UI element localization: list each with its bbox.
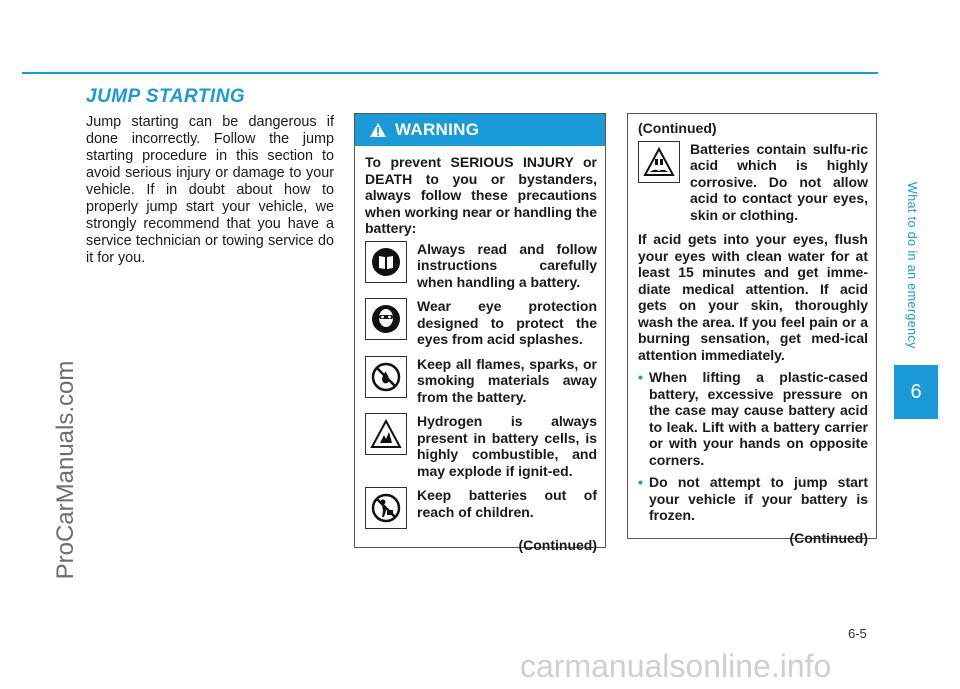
warning-header: [355, 114, 605, 146]
warning-lead: To prevent SERIOUS INJURY or DEATH to you or bystanders, always follow these precautions when working near or handling the battery:: [365, 154, 597, 236]
manual-icon: [365, 241, 407, 283]
chapter-label: What to do in an emergency: [905, 182, 919, 349]
warning-item: [365, 356, 597, 406]
intro-paragraph: Jump starting can be dangerous if done incorrectly. Follow the jump starting procedure in this section to avoid serious injury or damage to your vehicle. If in doubt about how to properly jump start your vehicle, we strongly recommend that you have a service technician or towing service do it for you.: [86, 114, 334, 266]
warning-item-text: Batteries contain sulfu-ric acid which is highly corrosive. Do not allow acid to contact your eyes, skin or clothing.: [690, 140, 868, 223]
acid-first-aid-paragraph: If acid gets into your eyes, flush your eyes with clean water for at least 15 minutes and get imme-diate medical attention. If acid gets on your skin, thoroughly wash the area. If you feel pain or a burning sensation, get med-ical attention immediately.: [638, 231, 868, 363]
warning-triangle-icon: [369, 122, 387, 138]
bullet-icon: •: [638, 474, 643, 490]
section-title: JUMP STARTING: [86, 86, 246, 107]
watermark-vertical: ProCarManuals.com: [52, 360, 79, 580]
warning-item: [365, 241, 597, 291]
bullet-text: When lifting a plastic-cased battery, excessive pressure on the case may cause battery acid to leak. Lift with a battery carrier or with your hands on opposite corners.: [649, 369, 868, 468]
warning-item-text: Keep all flames, sparks, or smoking materials away from the battery.: [417, 355, 597, 405]
warning-item-text: Keep batteries out of reach of children.: [417, 487, 597, 520]
warning-item: [365, 413, 597, 479]
warning-item: [365, 487, 597, 529]
bullet-icon: •: [638, 369, 643, 385]
eye-protection-icon: [365, 298, 407, 340]
warning-box: [354, 113, 606, 553]
warning-item-text: Wear eye protection designed to protect the eyes from acid splashes.: [417, 298, 597, 347]
warning-item-text: Always read and follow instructions carefully when handling a battery.: [417, 240, 597, 290]
continued-heading: (Continued): [638, 120, 717, 136]
explosion-warning-icon: [365, 413, 407, 455]
watermark-bottom: carmanualsonline.info: [520, 648, 832, 684]
bullet-text: Do not attempt to jump start your vehicle if your battery is frozen.: [649, 474, 868, 523]
keep-children-away-icon: [365, 487, 407, 529]
continued-label: (Continued): [518, 537, 597, 553]
list-item: [638, 474, 868, 524]
no-flames-icon: [365, 356, 407, 398]
chapter-tab: 6: [894, 365, 938, 419]
top-rule: [22, 72, 878, 74]
continued-label: (Continued): [789, 529, 868, 546]
warning-label: WARNING: [395, 120, 480, 139]
warning-item: [365, 298, 597, 348]
warning-item: [638, 141, 868, 224]
warning-item-text: Hydrogen is always present in battery cells, is highly combustible, and may explode if ignit-ed.: [417, 413, 597, 479]
list-item: [638, 369, 868, 468]
corrosive-acid-icon: [638, 141, 680, 183]
warning-continuation-box: [627, 113, 877, 546]
page-number: 6-5: [848, 626, 867, 641]
